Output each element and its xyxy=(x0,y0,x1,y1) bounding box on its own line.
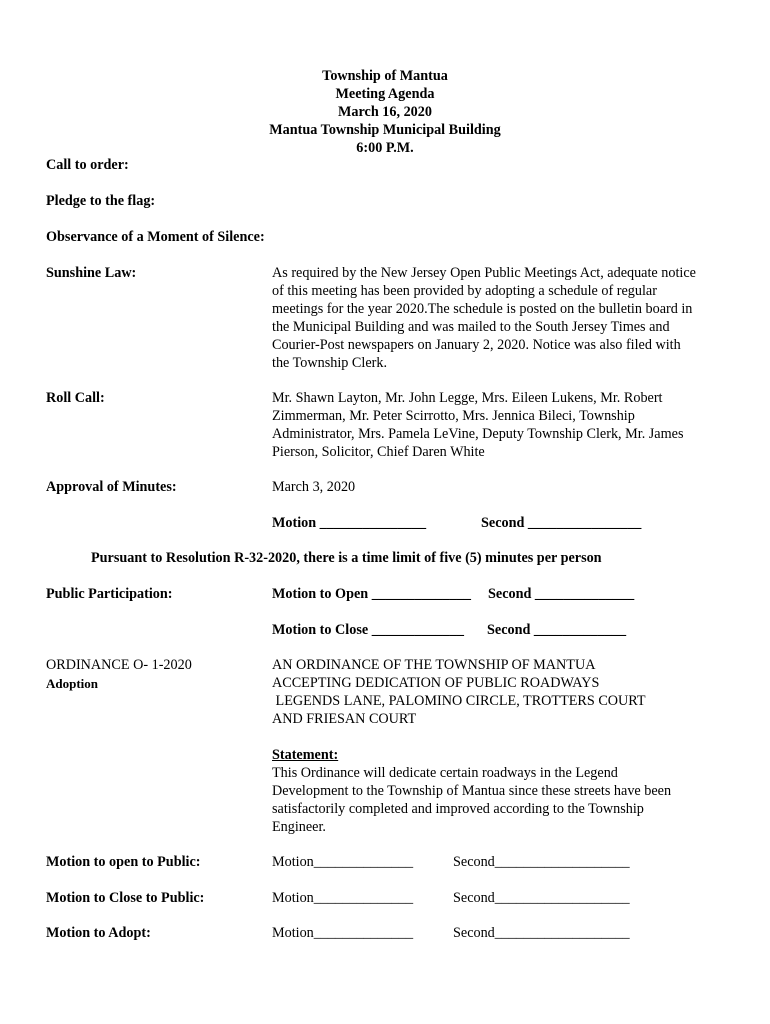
minutes-motion-blank[interactable]: Motion _______________ xyxy=(272,515,427,531)
open-public-motion-blank[interactable]: Motion______________ xyxy=(272,854,414,870)
motion-to-close-blank[interactable]: Motion to Close _____________ xyxy=(272,622,464,638)
ordinance-stage: Adoption xyxy=(46,676,99,691)
header-date: March 16, 2020 xyxy=(338,104,432,120)
motion-open-public-label: Motion to open to Public: xyxy=(46,854,201,870)
motion-adopt-label: Motion to Adopt: xyxy=(46,925,151,941)
minutes-second-blank[interactable]: Second ________________ xyxy=(481,515,642,531)
open-public-second-blank[interactable]: Second___________________ xyxy=(453,854,630,870)
close-second-blank[interactable]: Second _____________ xyxy=(487,622,627,638)
motion-close-public-label: Motion to Close to Public: xyxy=(46,890,205,906)
call-to-order-label: Call to order: xyxy=(46,157,129,173)
silence-label: Observance of a Moment of Silence: xyxy=(46,229,265,245)
text-line: Administrator, Mrs. Pamela LeVine, Deputy Township Clerk, Mr. James xyxy=(272,426,684,442)
text-line: AND FRIESAN COURT xyxy=(272,711,417,727)
text-line: meetings for the year 2020.The schedule is posted on the bulletin board in xyxy=(272,301,693,317)
header-title: Meeting Agenda xyxy=(335,86,435,102)
ordinance-number: ORDINANCE O- 1-2020 xyxy=(46,657,192,673)
text-line: Courier-Post newspapers on January 2, 2020. Notice was also filed with xyxy=(272,337,681,353)
text-line: LEGENDS LANE, PALOMINO CIRCLE, TROTTERS COURT xyxy=(272,693,646,709)
text-line: AN ORDINANCE OF THE TOWNSHIP OF MANTUA xyxy=(272,657,596,673)
text-line: Pierson, Solicitor, Chief Daren White xyxy=(272,444,485,460)
pledge-label: Pledge to the flag: xyxy=(46,193,156,209)
close-public-second-blank[interactable]: Second___________________ xyxy=(453,890,630,906)
text-line: the Township Clerk. xyxy=(272,355,387,371)
text-line: This Ordinance will dedicate certain roadways in the Legend xyxy=(272,765,618,781)
roll-call-label: Roll Call: xyxy=(46,390,105,406)
text-line: Engineer. xyxy=(272,819,326,835)
text-line: satisfactorily completed and improved according to the Township xyxy=(272,801,644,817)
text-line: As required by the New Jersey Open Public Meetings Act, adequate notice xyxy=(272,265,696,281)
header-time: 6:00 P.M. xyxy=(356,140,414,156)
ordinance-title xyxy=(272,656,732,728)
sunshine-law-text xyxy=(272,264,732,372)
time-limit-notice: Pursuant to Resolution R-32-2020, there is a time limit of five (5) minutes per person xyxy=(91,550,602,566)
statement-text xyxy=(272,764,732,836)
text-line: the Municipal Building and was mailed to the South Jersey Times and xyxy=(272,319,670,335)
adopt-motion-blank[interactable]: Motion______________ xyxy=(272,925,414,941)
sunshine-law-label: Sunshine Law: xyxy=(46,265,137,281)
text-line: of this meeting has been provided by adopting a schedule of regular xyxy=(272,283,657,299)
header-location: Mantua Township Municipal Building xyxy=(269,122,501,138)
open-second-blank[interactable]: Second ______________ xyxy=(488,586,635,602)
public-participation-label: Public Participation: xyxy=(46,586,173,602)
roll-call-text xyxy=(272,389,732,461)
header-township: Township of Mantua xyxy=(322,68,448,84)
text-line: Development to the Township of Mantua since these streets have been xyxy=(272,783,672,799)
motion-to-open-blank[interactable]: Motion to Open ______________ xyxy=(272,586,472,602)
adopt-second-blank[interactable]: Second___________________ xyxy=(453,925,630,941)
statement-heading: Statement: xyxy=(272,747,339,763)
text-line: Mr. Shawn Layton, Mr. John Legge, Mrs. Eileen Lukens, Mr. Robert xyxy=(272,390,663,406)
text-line: ACCEPTING DEDICATION OF PUBLIC ROADWAYS xyxy=(272,675,600,691)
approval-of-minutes-label: Approval of Minutes: xyxy=(46,479,177,495)
close-public-motion-blank[interactable]: Motion______________ xyxy=(272,890,414,906)
text-line: Zimmerman, Mr. Peter Scirrotto, Mrs. Jennica Bileci, Township xyxy=(272,408,635,424)
minutes-date: March 3, 2020 xyxy=(272,479,356,495)
